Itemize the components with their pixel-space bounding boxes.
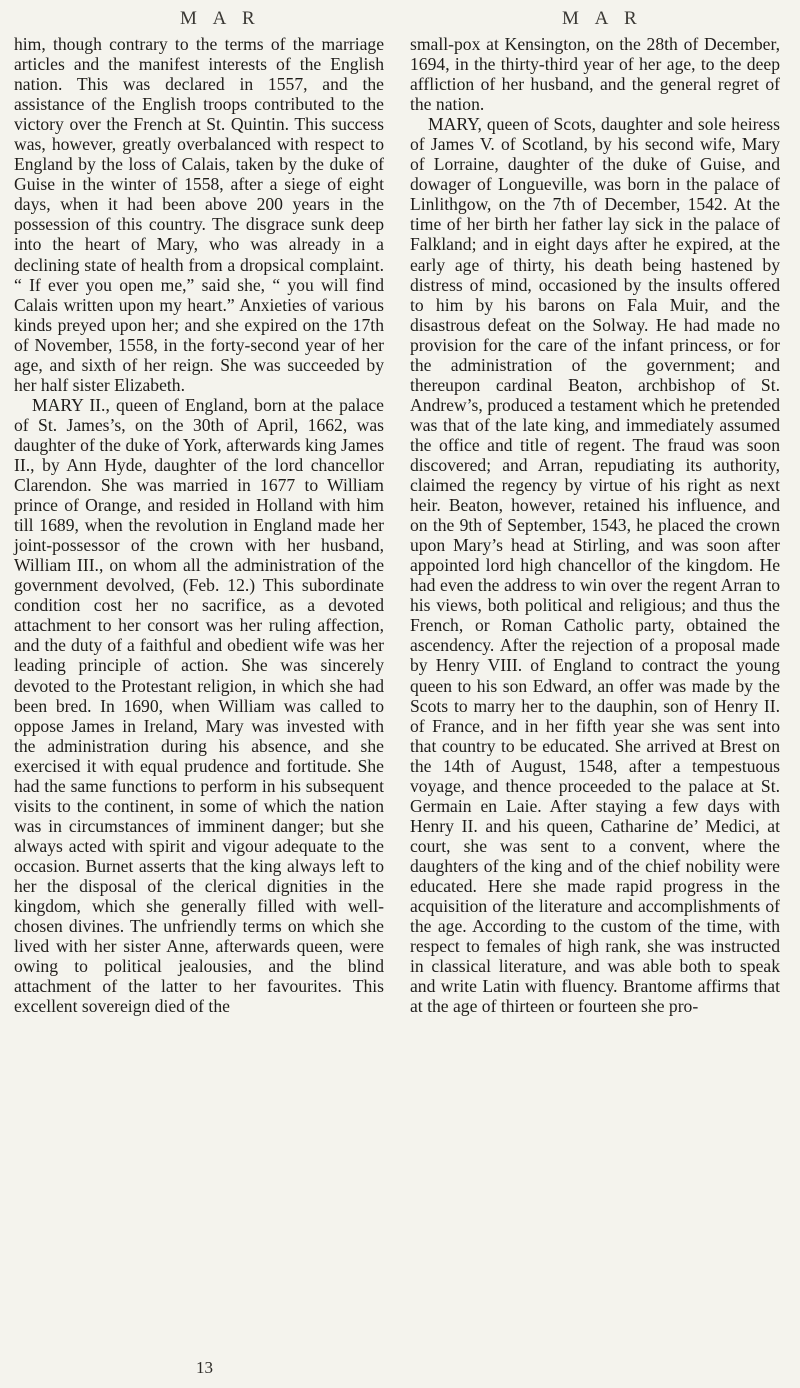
running-header-left: M A R bbox=[180, 8, 261, 29]
paragraph-mary-ii-continued: small-pox at Kensington, on the 28th of December, 1694, in the thirty-third year of her age, to the deep affliction of her husband, and the general regret of the nation. bbox=[410, 34, 780, 115]
left-column bbox=[14, 34, 384, 1016]
paragraph-mary-queen-of-scots: MARY, queen of Scots, daughter and sole heiress of James V. of Scotland, by his second wife, Mary of Lorraine, daughter of the duke of Guise, and dowager of Longueville, was born in the palace of Linlithgow, on the 7th of December, 1542. At the time of her birth her father lay sick in the palace of Falkland; and in eight days after he expired, at the early age of thirty, his death being hastened by distress of mind, occasioned by the insults offered to him by his barons on Fala Muir, and the disastrous defeat on the Solway. He had made no provision for the care of the infant princess, or for the administration of the government; and thereupon cardinal Beaton, archbishop of St. Andrew’s, produced a testament which he pretended was that of the late king, and immediately assumed the office and title of regent. The fraud was soon discovered; and Arran, repudiating its authority, claimed the regency by virtue of his right as next heir. Beaton, however, retained his influence, and on the 9th of September, 1543, he placed the crown upon Mary’s head at Stirling, and was soon after appointed lord high chancellor of the kingdom. He had even the address to win over the regent Arran to his views, both political and religious; and thus the French, or Roman Catholic party, obtained the ascendency. After the rejection of a proposal made by Henry VIII. of England to contract the young queen to his son Edward, an offer was made by the Scots to marry her to the dauphin, son of Henry II. of France, and in her fifth year she was sent into that country to be educated. She arrived at Brest on the 14th of August, 1548, after a tempestuous voyage, and thence proceeded to the palace at St. Germain en Laie. After staying a few days with Henry II. and his queen, Catharine de’ Medici, at court, she was sent to a convent, where the daughters of the king and of the chief nobility were educated. Here she made rapid progress in the acquisition of the literature and accomplishments of the age. According to the custom of the time, with respect to females of high rank, she was instructed in classical literature, and was able both to speak and write Latin with fluency. Brantome affirms that at the age of thirteen or fourteen she pro- bbox=[410, 114, 780, 1017]
running-header-right: M A R bbox=[562, 8, 643, 29]
paragraph-mary-i-continued: him, though contrary to the terms of the marriage articles and the manifest interests of the English nation. This was declared in 1557, and the assistance of the English troops contributed to the victory over the French at St. Quintin. This success was, however, greatly overbalanced with respect to England by the loss of Calais, taken by the duke of Guise in the winter of 1558, after a siege of eight days, when it had been above 200 years in the possession of this country. The disgrace sunk deep into the heart of Mary, who was already in a declining state of health from a dropsical complaint. “ If ever you open me,” said she, “ you will find Calais written upon my heart.” Anxieties of various kinds preyed upon her; and she expired on the 17th of November, 1558, in the forty-second year of her age, and sixth of her reign. She was succeeded by her half sister Elizabeth. bbox=[14, 34, 384, 395]
right-column bbox=[410, 34, 780, 1016]
page-number: 13 bbox=[196, 1358, 213, 1377]
paragraph-mary-ii: MARY II., queen of England, born at the palace of St. James’s, on the 30th of April, 1662, was daughter of the duke of York, afterwards king James II., by Ann Hyde, daughter of the lord chancellor Clarendon. She was married in 1677 to William prince of Orange, and resided in Holland with him till 1689, when the revolution in England made her joint-possessor of the crown with her husband, William III., on whom all the administration of the government devolved, (Feb. 12.) This subordinate condition cost her no sacrifice, as a devoted attachment to her consort was her ruling affection, and the duty of a faithful and obedient wife was her leading principle of action. She was sincerely devoted to the Protestant religion, in which she had been bred. In 1690, when William was called to oppose James in Ireland, Mary was invested with the administration during his absence, and she exercised it with equal prudence and fortitude. She had the same functions to perform in his subsequent visits to the continent, in some of which the nation was in circumstances of imminent danger; but she always acted with spirit and vigour adequate to the occasion. Burnet asserts that the king always left to her the disposal of the clerical dignities in the kingdom, which she generally filled with well-chosen divines. The unfriendly terms on which she lived with her sister Anne, afterwards queen, were owing to political jealousies, and the blind attachment of the latter to her favourites. This excellent sovereign died of the bbox=[14, 394, 384, 1017]
